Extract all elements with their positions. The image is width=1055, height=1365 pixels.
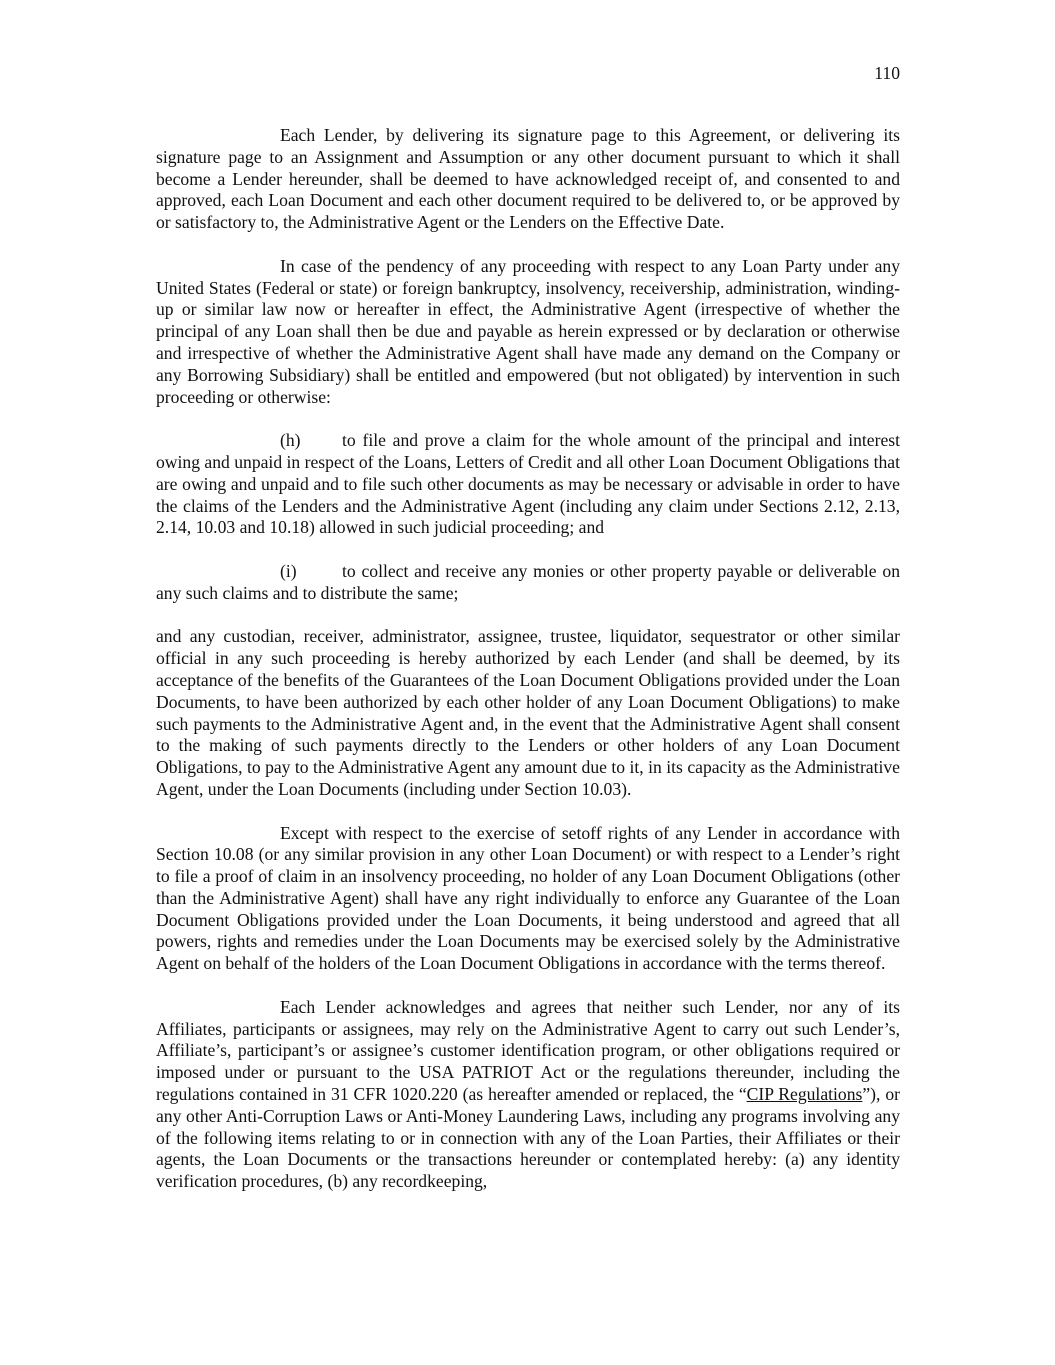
document-body: [156, 125, 900, 1215]
clause-h: [156, 430, 900, 539]
page-number: 110: [874, 63, 900, 83]
paragraph-proceeding-pendency: In case of the pendency of any proceeding with respect to any Loan Party under any United States (Federal or state) or foreign bankruptcy, insolvency, receivership, administration, winding-up or similar law now or hereafter in effect, the Administrative Agent (irrespective of whether the principal of any Loan shall then be due and payable as herein expressed or by declaration or otherwise and irrespective of whether the Administrative Agent shall have made any demand on the Company or any Borrowing Subsidiary) shall be entitled and empowered (but not obligated) by intervention in such proceeding or otherwise:: [156, 255, 900, 407]
clause-i: [156, 561, 900, 605]
patriot-act-text-start: Each Lender acknowledges and agrees that neither such Lender, nor any of its Affiliates, participants or assignees, may rely on the Administrative Agent to carry out such Lender’s, Affiliate’s, participant’s or assignee’s customer identification program, or other obligations required or imposed under or pursuant to the USA PATRIOT Act or the regulations thereunder, including the regulations contained in 31 CFR 1020.220 (as hereafter amended or replaced, the “: [156, 996, 900, 1105]
clause-h-text: to file and prove a claim for the whole amount of the principal and interest owing and unpaid in respect of the Loans, Letters of Credit and all other Loan Document Obligations that are owing and unpaid and to file such other documents as may be necessary or advisable in order to have the claims of the Lenders and the Administrative Agent (including any claim under Sections 2.12, 2.13, 2.14, 10.03 and 10.18) allowed in such judicial proceeding; and: [156, 430, 900, 538]
paragraph-custodian-authorization: and any custodian, receiver, administrator, assignee, trustee, liquidator, sequestrator or other similar official in any such proceeding is hereby authorized by each Lender (and shall be deemed, by its acceptance of the benefits of the Guarantees of the Loan Document Obligations provided under the Loan Documents, to have been authorized by each other holder of any Loan Document Obligations) to make such payments to the Administrative Agent and, in the event that the Administrative Agent shall consent to the making of such payments directly to the Lenders or other holders of any Loan Document Obligations, to pay to the Administrative Agent any amount due to it, in its capacity as the Administrative Agent, under the Loan Documents (including under Section 10.03).: [156, 626, 900, 799]
paragraph-signature-acknowledgment: Each Lender, by delivering its signature page to this Agreement, or delivering its signature page to an Assignment and Assumption or any other document pursuant to which it shall become a Lender hereunder, shall be deemed to have acknowledged receipt of, and consented to and approved, each Loan Document and each other document required to be delivered to, or be approved by or satisfactory to, the Administrative Agent or the Lenders on the Effective Date.: [156, 125, 900, 233]
paragraph-patriot-act: [156, 997, 900, 1193]
clause-h-label: (h): [280, 430, 301, 451]
paragraph-setoff-rights: Except with respect to the exercise of setoff rights of any Lender in accordance with Section 10.08 (or any similar provision in any other Loan Document) or with respect to a Lender’s right to file a proof of claim in an insolvency proceeding, no holder of any Loan Document Obligations (other than the Administrative Agent) shall have any right individually to enforce any Guarantee of the Loan Document Obligations provided under the Loan Documents, it being understood and agreed that all powers, rights and remedies under the Loan Documents may be exercised solely by the Administrative Agent on behalf of the holders of the Loan Document Obligations in accordance with the terms thereof.: [156, 822, 900, 974]
clause-i-text: to collect and receive any monies or other property payable or deliverable on any such claims and to distribute the same;: [156, 560, 900, 603]
defined-term-cip-regulations: CIP Regulations: [746, 1084, 863, 1105]
clause-i-label: (i): [280, 560, 297, 581]
patriot-act-text-end: ”), or any other Anti-Corruption Laws or Anti-Money Laundering Laws, including any programs involving any of the following items relating to or in connection with any of the Loan Parties, their Affiliates or their agents, the Loan Documents or the transactions hereunder or contemplated hereby: (a) any identity verification procedures, (b) any recordkeeping,: [156, 1084, 900, 1192]
